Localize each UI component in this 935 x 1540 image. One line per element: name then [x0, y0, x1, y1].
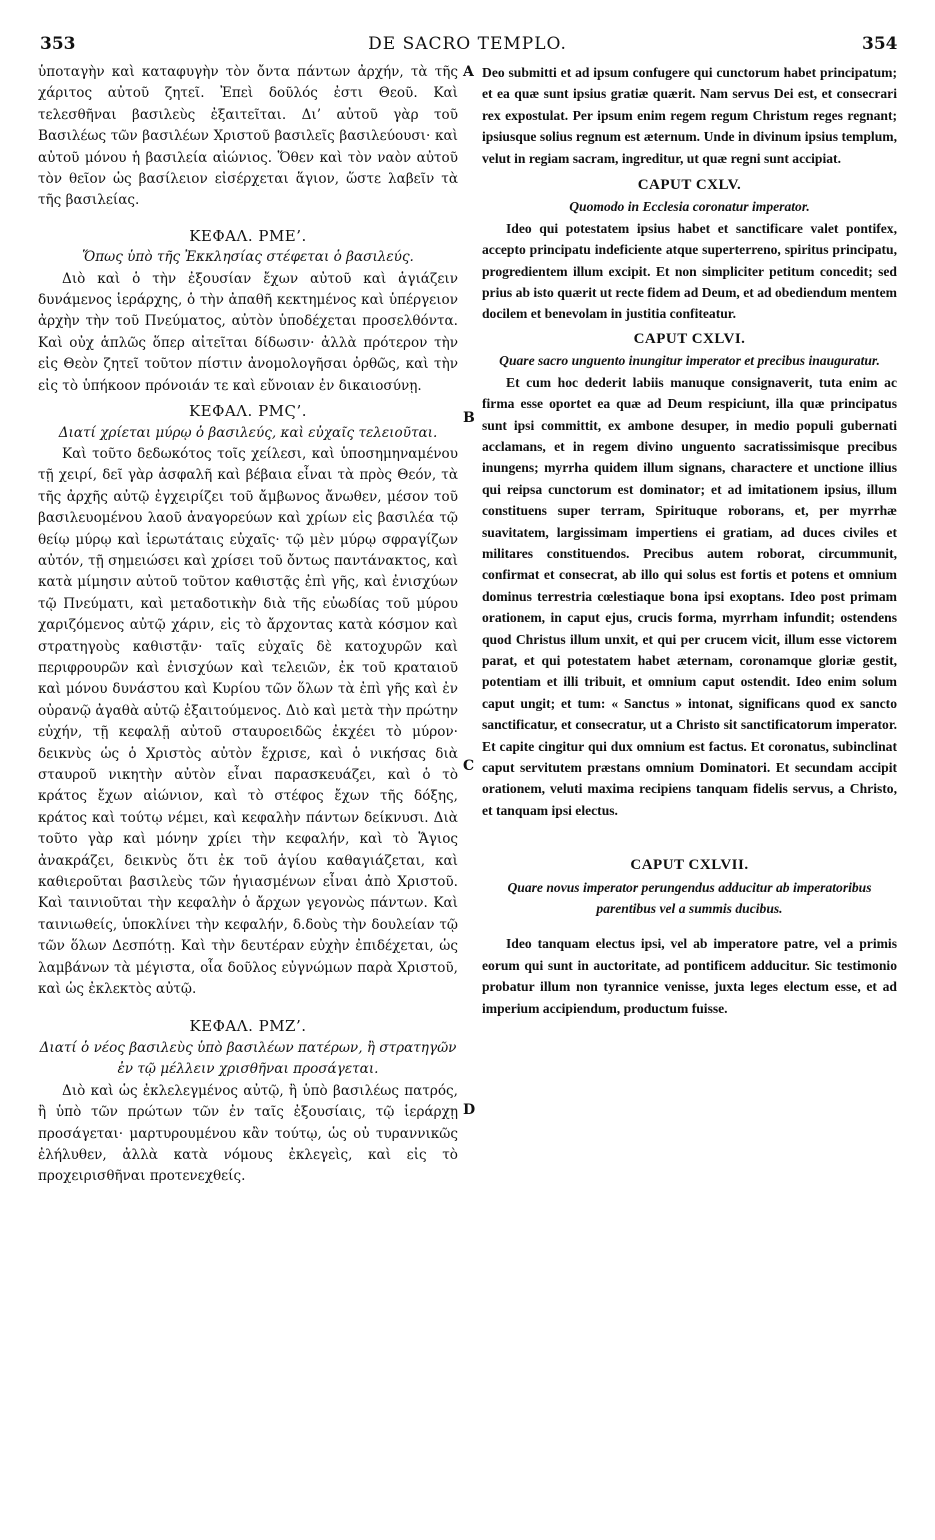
latin-chapter-145-subtitle: Quomodo in Ecclesia coronatur imperator. — [569, 199, 810, 215]
greek-chapter-145-title: ΚΕΦΑΛ. ΡΜΕ’. — [189, 226, 307, 245]
margin-letter-c: C — [463, 758, 475, 774]
latin-chapter-147-subtitle: Quare novus imperator perungendus adducitur ab imperatoribus parentibus vel a summis ducibus. — [507, 879, 872, 917]
greek-chapter-147-title: ΚΕΦΑΛ. ΡΜΖ’. — [189, 1017, 307, 1036]
greek-paragraph-intro: ὑποταγὴν καὶ καταφυγὴν τὸν ὄντα πάντων ἀρχήν, τὰ τῆς χάριτος αὐτοῦ ζητεῖ. Ἐπεὶ δοῦλός ἐστι Θεοῦ. Καὶ τελεσθῆναι βασιλεὺς ἐξαιτεῖται. Δι’ αὐτοῦ γὰρ τοῦ Βασιλέως τῶν βασιλέων Χριστοῦ βασιλεῖς βασιλεύουσι· καὶ αὐτοῦ μόνου ἡ βασιλεία αἰώνιος. Ὅθεν καὶ τὸν ναὸν αὐτοῦ τὸν θεῖον ὡς βασίλειον εἰσέρχεται ἅγιον, ὥστε λαβεῖν τὰ τῆς βασιλείας. — [38, 64, 458, 209]
margin-letter-b: B — [463, 410, 475, 426]
latin-chapter-146-title: CAPUT CXLVI. — [633, 330, 746, 347]
margin-letter-d: D — [463, 1102, 476, 1118]
latin-chapter-145-title: CAPUT CXLV. — [637, 177, 742, 194]
greek-chapter-146-subtitle: Διατί χρίεται μύρῳ ὁ βασιλεύς, καὶ εὐχαῖς τελειοῦται. — [58, 424, 438, 441]
latin-chapter-146-text: Et cum hoc dederit labiis manuque consignaverit, tuta enim ac firma esse oportet ea quæ ad Deum respiciunt, illa quæ principatus sunt ipsi committit, ex ambone desuper, in medio populi gubernati acclamans, et in regem divino unguento sacratissimisque precibus inungens; myrrha quidem illum signans, charactere et unctione illius qui reipsa cunctorum est dominator; et ad imitationem ipsius, illum constituens super terram, Spirituque roborans, et, per myrrhæ suavitatem, largissimam impertiens ei gratiam, ad duces civiles et militares constituendos. Precibus autem roborat, circummunit, confirmat et consecrat, ab illo qui solus est fortis et potens et omnium dominus terrestria cœlestiaque bona ipsi exoptans. Ideo post primam orationem, in caput ejus, crucis forma, myrrham infundit; ostendens quod Christus illum unxit, et qui per crucem vicit, illum esse victorem parat, et qui potestatem habet æternam, coronamque gloriæ gestit, potentiam et illi tribuit, et omnium caput ostendit. Ideo enim solum caput ungit; et tum: « Sanctus » intonat, significans quod ex sancto sanctificatur, et consecratur, ut a Christo sit sanctificatorum imperator. Et capite cingitur qui dux omnium est factus. Et coronatus, subinclinat caput servitutem præstans omnium Dominatori. Et secundam accipit orationem, veluti maxima recipiens tanquam fidelis servus, a Christo, et tanquam ipsi electus. — [482, 374, 897, 818]
running-title: DE SACRO TEMPLO. — [368, 34, 567, 54]
latin-chapter-146-subtitle: Quare sacro unguento inungitur imperator et precibus inauguratur. — [499, 353, 880, 369]
greek-chapter-146-text: Καὶ τοῦτο δεδωκότος τοῖς χείλεσι, καὶ ὑποσημηναμένου τῇ χειρί, δεῖ γὰρ ἀσφαλῆ καὶ βέβαια εἶναι τὰ πρὸς Θεόν, τὰ τῆς ἀρχῆς αὐτῷ ἐγχειρίζει τοῦ ἄμβωνος ἄνωθεν, μέσον τοῦ βασιλευομένου λαοῦ ἀναγορεύων καὶ χρίων εἰς βασιλέα τῷ θείῳ μύρῳ καὶ ἱερωτάταις εὐχαῖς· τῷ μὲν μύρῳ σφραγίζων αὐτόν, τῇ σημειώσει καὶ χρίσει τοῦ ὄντως παντάνακτος, καὶ κατὰ μίμησιν αὐτοῦ τοῦτον καθιστᾷς ἐπὶ γῆς, καὶ ἐνισχύων τῷ Πνεύματι, καὶ μεταδοτικὴν διὰ τῆς εὐωδίας τοῦ μύρου χαριζόμενος αὐτῷ χάριν, εἰς τὸ ἄρχοντας κατὰ κόσμον καὶ στρατηγοὺς καθιστᾷν· ταῖς εὐχαῖς δὲ κατοχυρῶν καὶ περιφρουρῶν καὶ ἐνισχύων καὶ τελειῶν, ἐκ τοῦ κραταιοῦ καὶ μόνου δυνάστου καὶ Κυρίου τῶν ὅλων τὰ ἐπὶ γῆς καὶ ἐν οὐρανῷ ἀγαθὰ αὐτῷ ἐξαιτούμενος. Διὸ καὶ μετὰ τὴν πρώτην εὐχήν, τῇ κεφαλῇ αὐτοῦ σταυροειδῶς ἐκχέει τὸ μύρον· δεικνὺς ὡς ὁ Χριστὸς αὐτὸν ἔχρισε, καὶ ὁ νικήσας διὰ σταυροῦ νικητὴν αὐτὸν εἶναι παρασκευάζει, καὶ ὁ τὸ κράτος ἔχων αἰώνιον, καὶ τὸ στέφος ἔχων τῆς δόξης, κράτος καὶ τούτῳ νέμει, καὶ κεφαλὴν πάντων δείκνυσι. Διὰ τοῦτο γὰρ καὶ μόνην χρίει τὴν κεφαλήν, καὶ τὸ Ἅγιος ἀνακράζει, δεικνὺς ὅτι ἐκ τοῦ ἁγίου καθαγιάζεται, καὶ καθιεροῦται βασιλεὺς τῶν ἡγιασμένων εἶναι ἀπὸ Χριστοῦ. Καὶ ταινιοῦται τὴν κεφαλὴν ὁ ἄρχων γεγονὼς πάντων. Καὶ ταινιωθείς, ὑποκλίνει τὴν κεφαλήν, δ.δοὺς τὴν δουλείαν τῷ τῶν ὅλων Δεσπότῃ. Καὶ τὴν δευτέραν εὐχὴν ἐπιδέχεται, ὡς λαμβάνων τὰ μέγιστα, οἷα δοῦλος εὐγνώμων παρὰ Χριστοῦ, καὶ ὡς ἐκλεκτὸς αὐτῷ. — [38, 445, 458, 998]
page-number-right: 354 — [862, 34, 898, 54]
greek-chapter-145-subtitle: Ὅπως ὑπὸ τῆς Ἐκκλησίας στέφεται ὁ βασιλεύς. — [82, 249, 414, 266]
latin-chapter-145-text: Ideo qui potestatem ipsius habet et sanctificare valet pontifex, accepto principatu indeficiente atque superterreno, spiritus principatu, progredientem illum excipit. Et non simpliciter petitum concedit; sed prius ab isto quærit ut recte fidem ad Deum, et ad obediendum mentem docilem et benevolam in justitia confiteatur. — [482, 220, 897, 322]
greek-chapter-147-text: Διὸ καὶ ὡς ἐκλελεγμένος αὐτῷ, ἢ ὑπὸ βασιλέως πατρός, ἢ ὑπὸ τῶν πρώτων τῶν ἐν ταῖς ἐξουσίαις, τῷ ἱεράρχῃ προσάγεται· μαρτυρουμένου κἂν τούτῳ, ὡς οὐ τυραννικῶς ἐλήλυθεν, ἀλλὰ κατὰ νόμους ἐκλεγεὶς, καὶ εἰς τὸ προχειρισθῆναι προτενεχθείς. — [38, 1082, 458, 1185]
margin-letter-a: A — [463, 64, 474, 80]
greek-chapter-145-text: Διὸ καὶ ὁ τὴν ἐξουσίαν ἔχων αὐτοῦ καὶ ἁγιάζειν δυνάμενος ἱεράρχης, ὁ τὴν ἀπαθῆ κεκτημένος καὶ ὑπέργειον ἀρχὴν τὴν τοῦ Πνεύματος, αὐτὸν ὑποδέχεται προσελθόντα. Καὶ οὐχ ἁπλῶς ὅπερ αἰτεῖται δίδωσιν· ἀλλὰ πρότερον τὴν εἰς Θεὸν ζητεῖ τοῦτον πίστιν ἀνομολογῆσαι ὀρθῶς, καὶ τὴν εἰς τὸ ὑπήκοον πρόνοιάν τε καὶ εὔνοιαν ἐν δικαιοσύνῃ. — [38, 270, 458, 394]
latin-column — [482, 62, 897, 1019]
latin-chapter-147-text: Ideo tanquam electus ipsi, vel ab imperatore patre, vel a primis eorum qui sunt in auctoritate, ad pontificem adducitur. Sic testimonio probatur illum non tyrannice venisse, juxta leges electum esse, et ad imperium accipiendum, productum fuisse. — [482, 936, 897, 1016]
greek-chapter-146-title: ΚΕΦΑΛ. ΡΜϚ’. — [188, 402, 308, 421]
latin-chapter-147-title: CAPUT CXLVII. — [630, 857, 749, 874]
latin-paragraph-intro: Deo submitti et ad ipsum confugere qui cunctorum habet principatum; et ea quæ sunt ipsius gratiæ quærit. Nam servus Dei est, et consecrari rex expostulat. Per ipsum enim regem regum Christum reges regnant; ipsiusque solius regnum est æternum. Unde in divinum ipsius templum, velut in regiam sacram, ingreditur, ut quæ regni sunt accipiat. — [482, 65, 897, 166]
greek-column — [38, 62, 458, 1188]
page-number-left: 353 — [40, 34, 76, 54]
greek-chapter-147-subtitle: Διατί ὁ νέος βασιλεὺς ὑπὸ βασιλέων πατέρων, ἢ στρατηγῶν ἐν τῷ μέλλειν χρισθῆναι προσάγεται. — [39, 1039, 457, 1078]
